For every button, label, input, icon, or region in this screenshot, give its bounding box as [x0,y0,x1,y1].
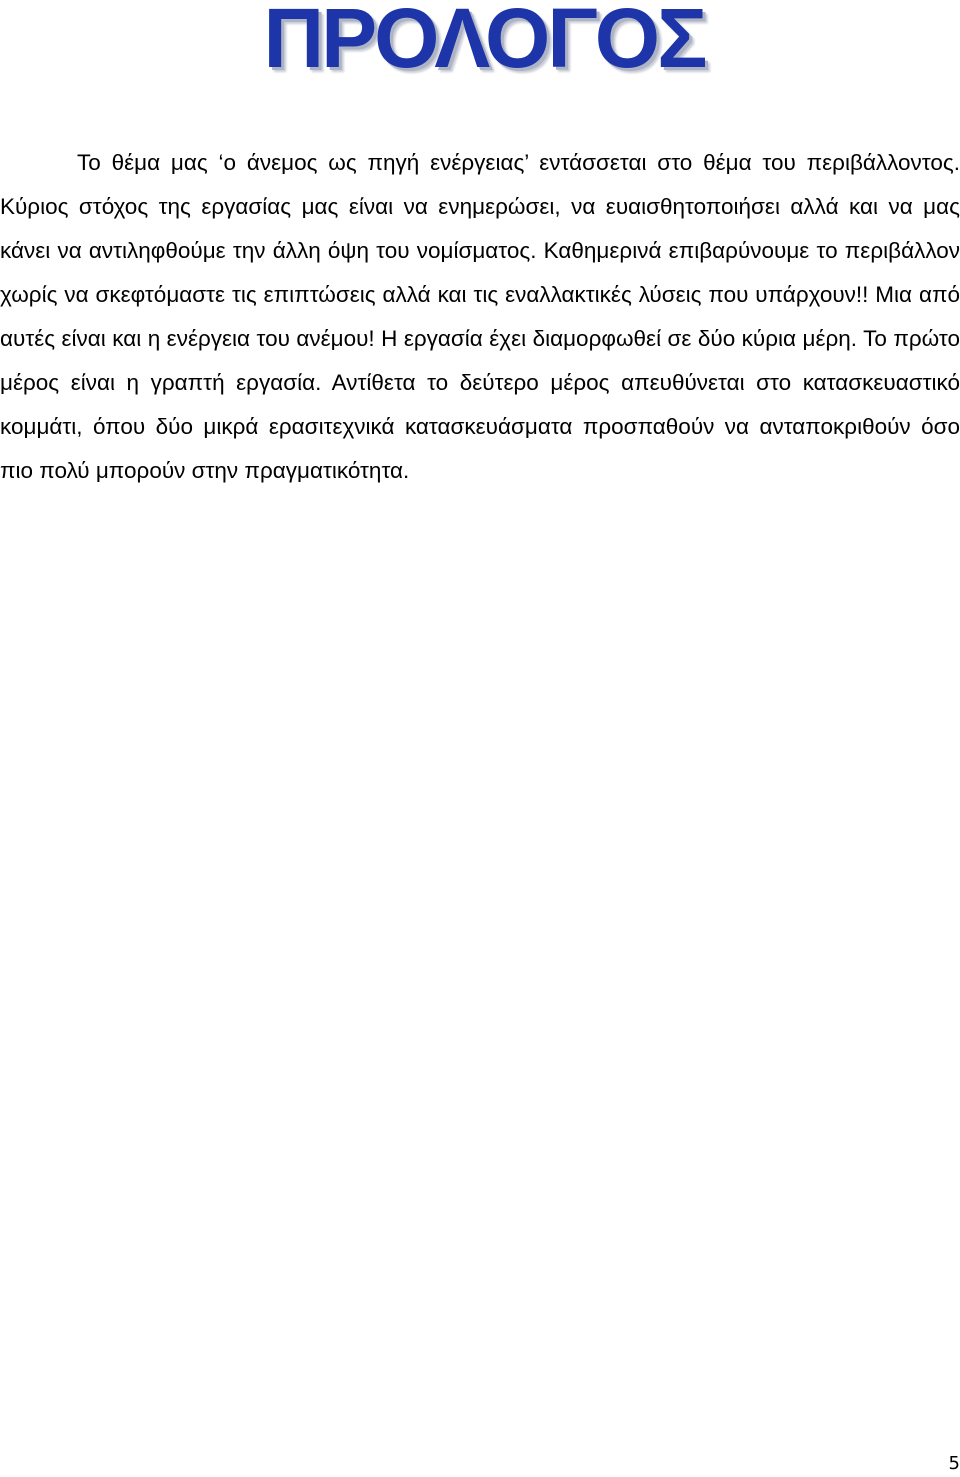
body-paragraph: Το θέμα μας ‘ο άνεμος ως πηγή ενέργειας’ εντάσσεται στο θέμα του περιβάλλοντος. Κύριος στόχος της εργασίας μας είναι να ενημερώσει, να ευαισθητοποιήσει αλλά και να μας κάνει να αντιληφθούμε την άλλη όψη του νομίσματος. Καθημερινά επιβαρύνουμε το περιβάλλον χωρίς να σκεφτόμαστε τις επιπτώσεις αλλά και τις εναλλακτικές λύσεις που υπάρχουν!! Μια από αυτές είναι και η ενέργεια του ανέμου! Η εργασία έχει διαμορφωθεί σε δύο κύρια μέρη. Το πρώτο μέρος είναι η γραπτή εργασία. Αντίθετα το δεύτερο μέρος απευθύνεται στο κατασκευαστικό κομμάτι, όπου δύο μικρά ερασιτεχνικά κατασκευάσματα προσπαθούν να ανταποκριθούν όσο πιο πολύ μπορούν στην πραγματικότητα. [0,150,960,483]
page-number: 5 [948,1453,960,1474]
page-title: ΠΡΟΛΟΓΟΣ [263,0,705,85]
